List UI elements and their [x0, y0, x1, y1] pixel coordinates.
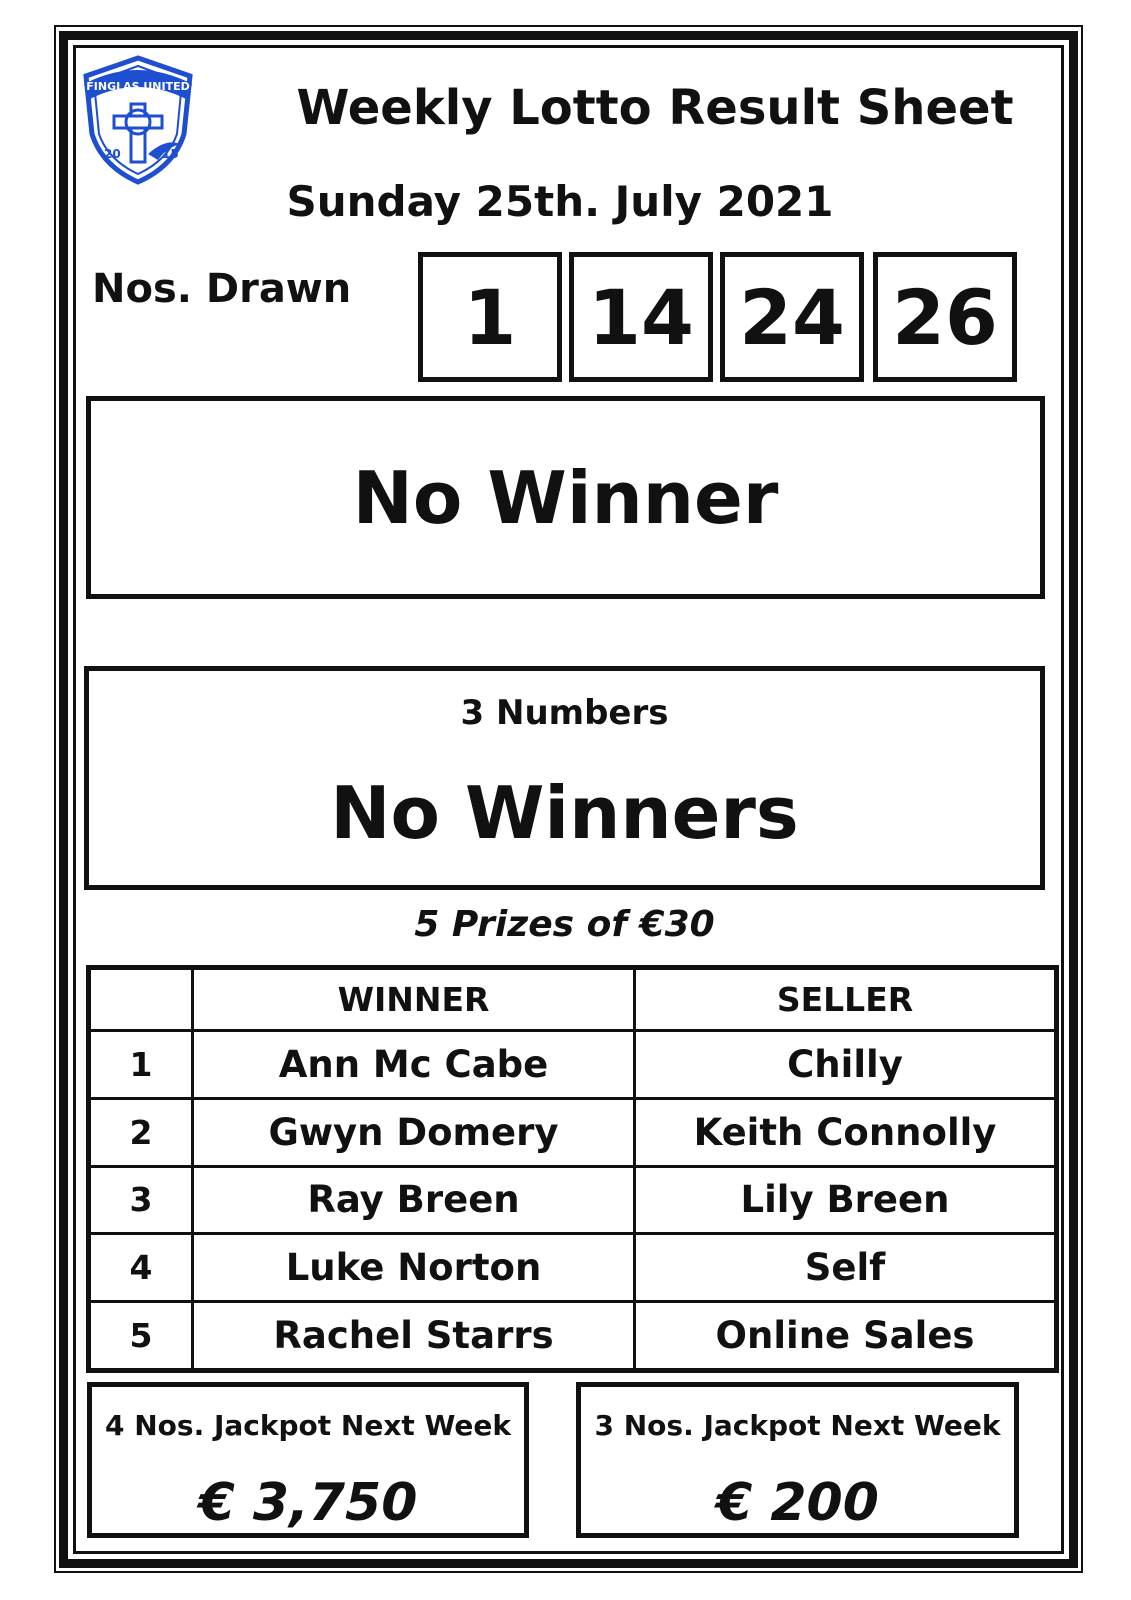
three-numbers-jackpot-value: € 200: [716, 1473, 879, 1533]
seller-name: Chilly: [635, 1031, 1057, 1099]
logo-year-right: 15: [162, 147, 179, 161]
prize-rank: 5: [89, 1301, 193, 1370]
logo-banner-text: FINGLAS UNITED: [86, 80, 190, 93]
draw-date: Sunday 25th. July 2021: [286, 177, 834, 226]
winner-name: Luke Norton: [193, 1234, 635, 1302]
seller-name: Self: [635, 1234, 1057, 1302]
prize-rank: 3: [89, 1166, 193, 1234]
table-row: [89, 1301, 1057, 1370]
winner-column-header: WINNER: [193, 968, 635, 1031]
prize-winners-table: [86, 965, 1059, 1373]
main-result-box: [86, 396, 1045, 599]
main-result-text: No Winner: [352, 455, 779, 540]
drawn-number-box: 24: [720, 252, 864, 382]
seller-name: Online Sales: [635, 1301, 1057, 1370]
seller-column-header: SELLER: [635, 968, 1057, 1031]
winner-name: Ann Mc Cabe: [193, 1031, 635, 1099]
numbers-drawn-label: Nos. Drawn: [92, 266, 352, 312]
three-numbers-label: 3 Numbers: [460, 693, 669, 733]
three-numbers-result: No Winners: [330, 771, 799, 855]
seller-name: Keith Connolly: [635, 1098, 1057, 1166]
four-numbers-jackpot-box: [87, 1382, 529, 1538]
prizes-caption: 5 Prizes of €30: [414, 904, 715, 945]
three-numbers-jackpot-box: [576, 1382, 1019, 1538]
prize-rank: 1: [89, 1031, 193, 1099]
seller-name: Lily Breen: [635, 1166, 1057, 1234]
drawn-number-box: 1: [418, 252, 562, 382]
rank-column-header: [89, 968, 193, 1031]
winner-name: Gwyn Domery: [193, 1098, 635, 1166]
drawn-number-box: 26: [873, 252, 1017, 382]
table-row: [89, 1234, 1057, 1302]
four-numbers-jackpot-label: 4 Nos. Jackpot Next Week: [105, 1409, 511, 1442]
table-header-row: [89, 968, 1057, 1031]
drawn-number-box: 14: [569, 252, 713, 382]
logo-year-left: 20: [104, 147, 121, 161]
prize-rank: 4: [89, 1234, 193, 1302]
page-title: Weekly Lotto Result Sheet: [296, 80, 1014, 136]
winner-name: Ray Breen: [193, 1166, 635, 1234]
table-row: [89, 1031, 1057, 1099]
table-row: [89, 1098, 1057, 1166]
table-row: [89, 1166, 1057, 1234]
four-numbers-jackpot-value: € 3,750: [198, 1473, 418, 1533]
club-crest-logo: [78, 54, 198, 186]
winner-name: Rachel Starrs: [193, 1301, 635, 1370]
three-numbers-jackpot-label: 3 Nos. Jackpot Next Week: [594, 1409, 1001, 1442]
three-numbers-box: [84, 666, 1045, 890]
prize-rank: 2: [89, 1098, 193, 1166]
